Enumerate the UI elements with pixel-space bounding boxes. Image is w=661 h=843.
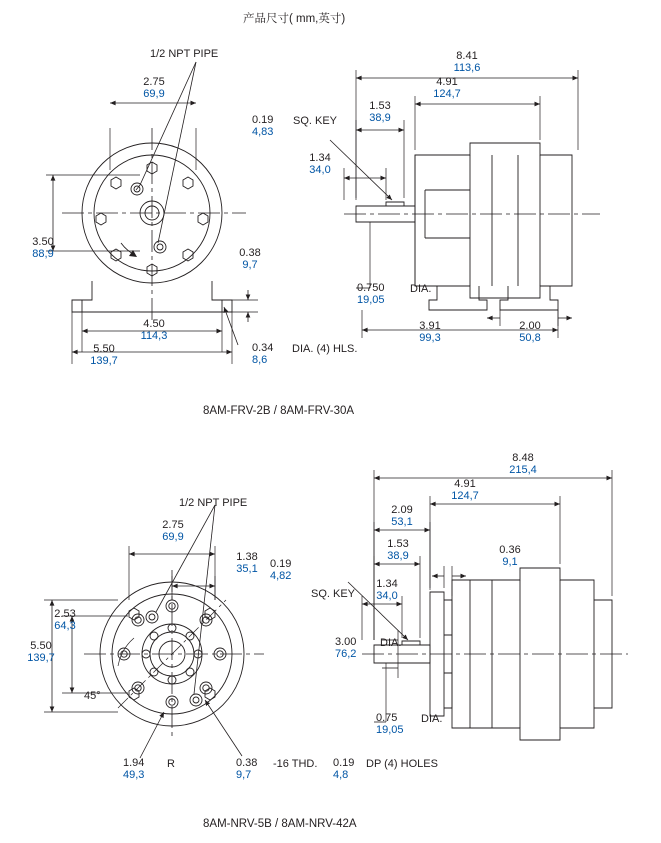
radius-label: R [167, 758, 175, 770]
hls-note-top: DIA. (4) HLS. [292, 343, 358, 355]
dim-3.00-dia: 3.00 76,2 [335, 636, 357, 660]
dim-0.38-thd: 0.38 9,7 [236, 757, 258, 781]
dia-label-top: DIA. [410, 283, 432, 295]
dim-0.19-dp: 0.19 4,8 [333, 757, 355, 781]
npt-pipe-label-top: 1/2 NPT PIPE [150, 48, 219, 60]
dim-8.48: 8.48 215,4 [509, 452, 537, 476]
dim-0.750-dia-top: 0.750 19,05 [357, 282, 385, 306]
page-title: 产品尺寸( mm,英寸) [243, 13, 346, 25]
angle-45-label: 45° [84, 690, 101, 702]
dim-2.53: 2.53 64,3 [54, 608, 76, 632]
dim-2.00: 2.00 50,8 [519, 320, 541, 344]
dim-1.53-bottom: 1.53 38,9 [387, 538, 409, 562]
dim-0.34-top: 0.34 8,6 [252, 342, 274, 366]
dim-5.50-top: 5.50 139,7 [90, 343, 118, 367]
dim-0.75-dia: 0.75 19,05 [376, 712, 404, 736]
dim-1.34-top: 1.34 34,0 [309, 152, 331, 176]
dim-3.50-top: 3.50 88,9 [32, 236, 54, 260]
dim-1.38: 1.38 35,1 [236, 551, 258, 575]
dim-1.34-bottom: 1.34 34,0 [376, 578, 398, 602]
dim-4.91-top: 4.91 124,7 [433, 76, 461, 100]
dim-4.50-top: 4.50 114,3 [140, 318, 168, 342]
dim-1.53-top: 1.53 38,9 [369, 100, 391, 124]
thd-label: -16 THD. [273, 758, 318, 770]
dim-0.38-top: 0.38 9,7 [239, 247, 261, 271]
dim-8.41: 8.41 113,6 [453, 50, 481, 74]
sq-key-label-top: SQ. KEY [293, 115, 338, 127]
dim-2.09: 2.09 53,1 [391, 504, 413, 528]
dim-4.91-bottom: 4.91 124,7 [451, 478, 479, 502]
dim-5.50-bottom: 5.50 139,7 [27, 640, 55, 664]
sq-key-label-bottom: SQ. KEY [311, 588, 356, 600]
dia-label-bottom-2: DIA. [421, 713, 443, 725]
caption-bottom: 8AM-NRV-5B / 8AM-NRV-42A [203, 818, 357, 830]
caption-top: 8AM-FRV-2B / 8AM-FRV-30A [203, 405, 355, 417]
dim-0.36: 0.36 9,1 [499, 544, 521, 568]
dim-0.19-sqkey-bottom: 0.19 4,82 [270, 558, 292, 582]
dp-holes-label: DP (4) HOLES [366, 758, 438, 770]
dim-0.19-sqkey-top: 0.19 4,83 [252, 114, 274, 138]
dim-1.94-r: 1.94 49,3 [123, 757, 145, 781]
npt-pipe-label-bottom: 1/2 NPT PIPE [179, 497, 248, 509]
dia-label-bottom-1: DIA. [380, 637, 402, 649]
dim-2.75-bottom: 2.75 69,9 [162, 519, 184, 543]
dim-3.91: 3.91 99,3 [419, 320, 441, 344]
dim-2.75-top: 2.75 69,9 [143, 76, 165, 100]
